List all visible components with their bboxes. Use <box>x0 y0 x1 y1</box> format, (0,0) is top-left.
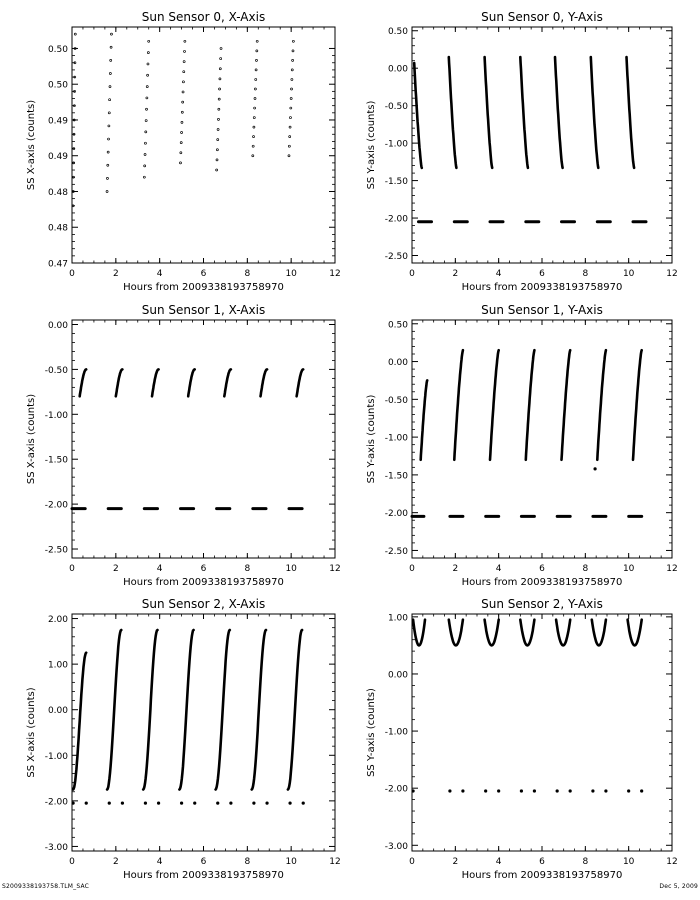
data-segment <box>288 630 302 790</box>
y-tick-label: -2.00 <box>44 500 68 511</box>
y-tick-label: 0.49 <box>47 116 68 127</box>
data-point <box>533 789 536 792</box>
y-tick-label: -3.00 <box>44 842 68 853</box>
data-point <box>291 78 293 80</box>
x-tick-label: 2 <box>452 269 459 279</box>
plot-frame <box>72 27 335 263</box>
y-tick-label: -2.50 <box>44 545 68 556</box>
data-segment <box>224 369 231 396</box>
data-point <box>106 177 108 179</box>
data-point <box>217 129 219 131</box>
x-tick-label: 6 <box>200 269 207 279</box>
y-tick-label: -1.00 <box>384 433 408 444</box>
x-tick-label: 8 <box>244 857 251 867</box>
y-axis-label: SS Y-axis (counts) <box>366 100 377 190</box>
data-point <box>109 72 111 74</box>
y-tick-label: -3.00 <box>384 841 408 852</box>
data-point <box>591 789 594 792</box>
x-tick-label: 10 <box>622 564 635 574</box>
data-segment <box>261 369 268 396</box>
data-point <box>108 125 110 127</box>
data-segment <box>627 57 635 168</box>
data-point <box>110 46 112 48</box>
x-tick-label: 0 <box>69 269 75 279</box>
x-tick-label: 8 <box>582 564 589 574</box>
data-point <box>183 61 185 63</box>
data-point <box>218 108 220 110</box>
x-tick-label: 4 <box>156 564 163 574</box>
data-point <box>182 101 184 103</box>
plot-frame <box>412 614 672 851</box>
y-tick-label: -2.50 <box>384 546 408 557</box>
data-point <box>74 33 76 35</box>
y-tick-label: 0.50 <box>47 44 68 55</box>
data-point <box>252 145 254 147</box>
x-tick-label: 4 <box>495 269 502 279</box>
data-point <box>229 802 232 805</box>
x-tick-label: 0 <box>409 857 415 867</box>
data-segment <box>152 369 159 396</box>
data-point <box>144 165 146 167</box>
x-tick-label: 2 <box>112 269 119 279</box>
data-point <box>106 190 108 192</box>
y-tick-label: -1.00 <box>384 727 408 738</box>
data-point <box>216 802 219 805</box>
data-point <box>181 131 183 133</box>
data-point <box>461 789 464 792</box>
chart-title: Sun Sensor 0, X-Axis <box>141 10 266 24</box>
data-point <box>255 59 257 61</box>
data-point <box>180 142 182 144</box>
x-tick-label: 2 <box>452 564 459 574</box>
series-fill <box>411 789 643 792</box>
data-point <box>290 107 292 109</box>
data-point <box>289 117 291 119</box>
x-tick-label: 0 <box>409 269 415 279</box>
data-point <box>218 98 220 100</box>
data-segment <box>485 620 499 646</box>
data-segment <box>526 350 535 460</box>
y-tick-label: 0.00 <box>47 320 68 331</box>
data-point <box>291 69 293 71</box>
data-segment <box>297 369 304 396</box>
y-tick-label: -2.00 <box>384 214 408 225</box>
x-tick-label: 6 <box>539 564 545 574</box>
chart-title: Sun Sensor 0, Y-Axis <box>481 10 603 24</box>
y-tick-label: -0.50 <box>384 102 408 113</box>
data-point <box>71 802 74 805</box>
data-point <box>288 145 290 147</box>
chart-title: Sun Sensor 2, X-Axis <box>141 597 266 611</box>
chart-title: Sun Sensor 1, Y-Axis <box>481 303 603 317</box>
data-point <box>604 789 607 792</box>
y-tick-label: 1.00 <box>387 613 408 624</box>
data-segment <box>449 57 457 168</box>
data-point <box>157 802 160 805</box>
data-point <box>193 802 196 805</box>
data-segment <box>73 653 86 790</box>
data-point <box>219 88 221 90</box>
x-tick-label: 0 <box>69 857 75 867</box>
x-axis-label: Hours from 2009338193758970 <box>123 870 284 881</box>
x-axis-label: Hours from 2009338193758970 <box>461 870 623 881</box>
data-point <box>569 789 572 792</box>
chart-panel-ss0x <box>26 10 341 293</box>
data-point <box>640 789 643 792</box>
x-tick-label: 4 <box>495 857 502 867</box>
x-tick-label: 10 <box>622 857 635 867</box>
data-segment <box>80 369 87 396</box>
y-tick-label: 0.50 <box>47 80 68 91</box>
data-point <box>148 40 150 42</box>
data-point <box>254 88 256 90</box>
data-segment <box>449 620 463 646</box>
y-tick-label: 0.48 <box>47 187 68 198</box>
data-point <box>184 40 186 42</box>
data-segment <box>490 350 499 460</box>
x-tick-label: 8 <box>244 564 251 574</box>
y-tick-label: -1.00 <box>44 410 68 421</box>
data-point <box>121 802 124 805</box>
data-segment <box>414 63 422 168</box>
x-tick-label: 4 <box>495 564 502 574</box>
y-tick-label: -1.00 <box>384 139 408 150</box>
chart-panel-ss1x <box>26 303 341 588</box>
data-point <box>220 47 222 49</box>
y-tick-label: -0.50 <box>44 365 68 376</box>
data-point <box>182 81 184 83</box>
x-tick-label: 10 <box>285 269 297 279</box>
data-point <box>556 789 559 792</box>
data-segment <box>485 57 493 168</box>
data-point <box>181 111 183 113</box>
data-point <box>290 98 292 100</box>
data-point <box>254 98 256 100</box>
x-axis-label: Hours from 2009338193758970 <box>123 282 284 293</box>
data-point <box>180 802 183 805</box>
x-tick-label: 10 <box>285 564 297 574</box>
x-tick-label: 12 <box>329 269 341 279</box>
data-point <box>184 50 186 52</box>
data-point <box>253 136 255 138</box>
y-tick-label: 0.00 <box>387 64 408 75</box>
data-segment <box>143 630 157 790</box>
data-segment <box>597 350 606 460</box>
chart-panel-ss2y <box>366 597 678 881</box>
data-segment <box>562 350 571 460</box>
y-tick-label: -2.00 <box>384 509 408 520</box>
data-point <box>497 789 500 792</box>
data-point <box>144 802 147 805</box>
x-tick-label: 12 <box>666 564 678 574</box>
data-segment <box>520 620 534 646</box>
data-point <box>217 118 219 120</box>
data-point <box>145 120 147 122</box>
data-point <box>108 802 111 805</box>
x-tick-label: 2 <box>452 857 459 867</box>
data-point <box>107 151 109 153</box>
data-point <box>147 74 149 76</box>
data-segment <box>556 620 570 646</box>
y-tick-label: 1.00 <box>47 660 68 671</box>
data-segment <box>421 380 428 459</box>
y-tick-label: -2.50 <box>384 252 408 263</box>
y-tick-label: 0.50 <box>387 320 408 331</box>
data-segment <box>592 620 606 646</box>
series-passes <box>414 57 634 168</box>
data-segment <box>188 369 195 396</box>
data-point <box>179 162 181 164</box>
x-tick-label: 2 <box>112 564 119 574</box>
data-segment <box>413 620 425 646</box>
data-point <box>256 40 258 42</box>
data-point <box>252 802 255 805</box>
series-passes <box>80 369 304 396</box>
data-point <box>181 121 183 123</box>
data-point <box>109 99 111 101</box>
x-tick-label: 10 <box>285 857 297 867</box>
x-tick-label: 6 <box>539 269 545 279</box>
x-tick-label: 4 <box>156 857 163 867</box>
series-passes <box>421 350 642 460</box>
y-tick-label: -2.00 <box>384 784 408 795</box>
data-segment <box>633 350 642 460</box>
y-tick-label: -1.50 <box>384 471 408 482</box>
x-tick-label: 8 <box>582 269 589 279</box>
data-point <box>219 78 221 80</box>
y-axis-label: SS Y-axis (counts) <box>366 394 377 484</box>
x-tick-label: 12 <box>666 857 678 867</box>
data-point <box>107 164 109 166</box>
y-axis-label: SS X-axis (counts) <box>26 687 37 778</box>
x-tick-label: 12 <box>329 564 341 574</box>
y-tick-label: -1.50 <box>384 177 408 188</box>
data-point <box>256 50 258 52</box>
data-point <box>291 88 293 90</box>
y-tick-label: 0.48 <box>47 223 68 234</box>
x-tick-label: 8 <box>582 857 589 867</box>
data-point <box>252 155 254 157</box>
data-point <box>288 802 291 805</box>
data-point <box>593 467 596 470</box>
data-point <box>292 50 294 52</box>
data-point <box>183 71 185 73</box>
data-point <box>265 802 268 805</box>
x-tick-label: 0 <box>409 564 415 574</box>
data-point <box>143 176 145 178</box>
data-point <box>253 126 255 128</box>
plot-frame <box>72 614 335 851</box>
plot-frame <box>72 320 335 558</box>
series-passes <box>73 630 302 790</box>
data-point <box>146 86 148 88</box>
x-tick-label: 4 <box>156 269 163 279</box>
x-tick-label: 12 <box>329 857 341 867</box>
data-point <box>109 86 111 88</box>
y-tick-label: 0.50 <box>387 27 408 38</box>
data-point <box>484 789 487 792</box>
y-tick-label: -2.00 <box>44 797 68 808</box>
data-point <box>627 789 630 792</box>
data-point <box>216 159 218 161</box>
x-tick-label: 6 <box>200 857 207 867</box>
data-segment <box>454 350 463 460</box>
y-axis-label: SS Y-axis (counts) <box>366 688 377 777</box>
x-tick-label: 2 <box>112 857 119 867</box>
data-point <box>144 154 146 156</box>
x-tick-label: 10 <box>622 269 635 279</box>
data-point <box>289 136 291 138</box>
y-tick-label: 0.00 <box>47 706 68 717</box>
data-point <box>216 149 218 151</box>
data-point <box>520 789 523 792</box>
data-point <box>108 112 110 114</box>
x-tick-label: 6 <box>200 564 207 574</box>
data-point <box>255 69 257 71</box>
data-point <box>146 97 148 99</box>
x-tick-label: 12 <box>666 269 678 279</box>
x-axis-label: Hours from 2009338193758970 <box>461 282 623 293</box>
data-point <box>216 169 218 171</box>
chart-title: Sun Sensor 1, X-Axis <box>141 303 266 317</box>
data-point <box>110 33 112 35</box>
footer-date: Dec 5, 2009 <box>659 883 698 890</box>
data-segment <box>591 57 599 168</box>
data-segment <box>116 369 123 396</box>
data-segment <box>252 630 266 790</box>
x-axis-label: Hours from 2009338193758970 <box>461 577 623 588</box>
chart-panel-ss2x <box>26 597 341 881</box>
series-passes <box>72 33 294 207</box>
data-point <box>411 789 414 792</box>
footer-filename: S2009338193758.TLM_SAC <box>2 883 90 890</box>
data-point <box>147 52 149 54</box>
data-segment <box>555 57 563 168</box>
data-point <box>146 108 148 110</box>
y-tick-label: 0.00 <box>387 358 408 369</box>
data-point <box>217 139 219 141</box>
data-point <box>145 131 147 133</box>
y-tick-label: 0.49 <box>47 152 68 163</box>
x-tick-label: 8 <box>244 269 251 279</box>
chart-panel-ss1y <box>366 303 678 588</box>
data-segment <box>628 620 642 646</box>
data-segment <box>107 630 121 790</box>
y-axis-label: SS X-axis (counts) <box>26 99 37 191</box>
data-point <box>253 117 255 119</box>
y-tick-label: -1.00 <box>44 751 68 762</box>
data-point <box>220 58 222 60</box>
y-tick-label: 0.47 <box>47 259 68 270</box>
series-outlier <box>593 467 596 470</box>
x-axis-label: Hours from 2009338193758970 <box>123 577 284 588</box>
chart-panel-ss0y <box>366 10 678 293</box>
data-point <box>448 789 451 792</box>
data-point <box>255 78 257 80</box>
data-point <box>182 91 184 93</box>
y-tick-label: 2.00 <box>47 615 68 626</box>
chart-title: Sun Sensor 2, Y-Axis <box>481 597 603 611</box>
data-point <box>288 155 290 157</box>
y-tick-label: 0.00 <box>387 670 408 681</box>
y-tick-label: -0.50 <box>384 395 408 406</box>
y-axis-label: SS X-axis (counts) <box>26 393 37 485</box>
data-point <box>147 63 149 65</box>
data-point <box>144 142 146 144</box>
data-point <box>85 802 88 805</box>
data-segment <box>216 630 230 790</box>
data-point <box>289 126 291 128</box>
series-passes <box>413 620 642 646</box>
data-point <box>180 152 182 154</box>
data-point <box>254 107 256 109</box>
x-tick-label: 0 <box>69 564 75 574</box>
series-fill <box>71 802 304 805</box>
data-segment <box>179 630 193 790</box>
data-point <box>110 59 112 61</box>
data-point <box>108 138 110 140</box>
data-point <box>302 802 305 805</box>
data-segment <box>520 57 528 168</box>
x-tick-label: 6 <box>539 857 545 867</box>
data-point <box>292 40 294 42</box>
data-point <box>292 59 294 61</box>
data-point <box>219 68 221 70</box>
y-tick-label: -1.50 <box>44 455 68 466</box>
